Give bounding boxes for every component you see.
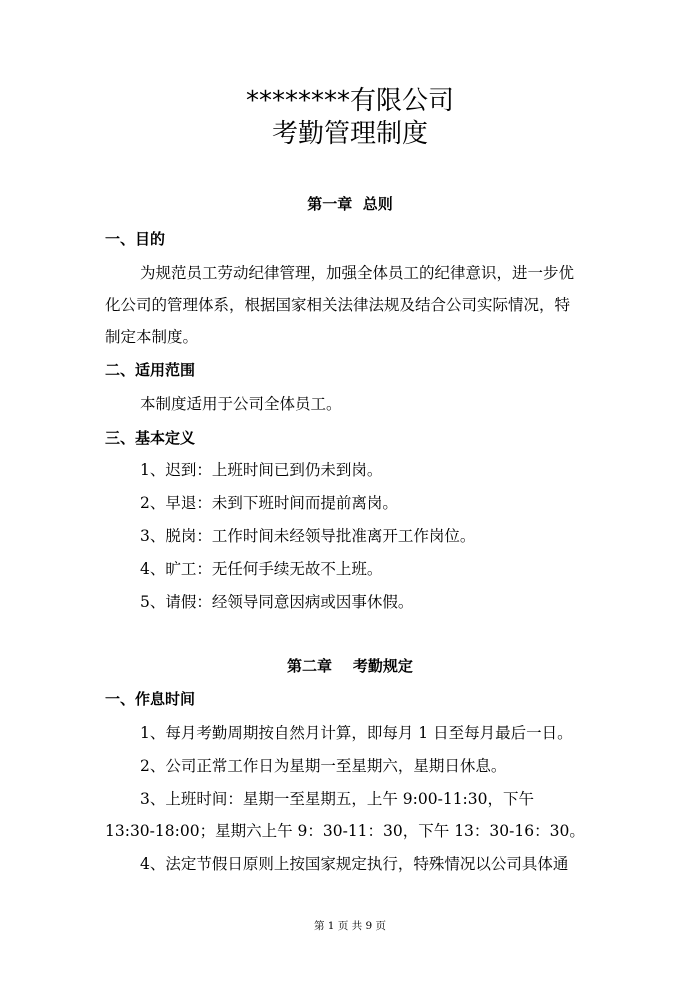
section-scope-heading: 二、适用范围: [105, 361, 196, 379]
chapter-1-heading: 第一章 总则: [307, 195, 393, 213]
definition-item: 1、迟到：上班时间已到仍未到岗。: [140, 461, 383, 479]
schedule-item-2: 2、公司正常工作日为星期一至星期六，星期日休息。: [140, 757, 507, 775]
schedule-item-1: 1、每月考勤周期按自然月计算，即每月 1 日至每月最后一日。: [140, 724, 573, 742]
company-name: ********有限公司: [245, 86, 454, 116]
section-schedule-heading: 一、作息时间: [105, 690, 196, 708]
document-title: 考勤管理制度: [271, 119, 428, 149]
section-purpose-heading: 一、目的: [105, 230, 166, 248]
definition-item: 3、脱岗：工作时间未经领导批准离开工作岗位。: [140, 527, 476, 545]
purpose-line-3: 制定本制度。: [105, 328, 199, 346]
schedule-item-3-line-1: 3、上班时间：星期一至星期五，上午 9:00-11:30，下午: [140, 790, 535, 808]
chapter-2-heading: 第二章 考勤规定: [287, 657, 413, 675]
scope-line-1: 本制度适用于公司全体员工。: [140, 395, 342, 413]
purpose-line-1: 为规范员工劳动纪律管理，加强全体员工的纪律意识，进一步优: [140, 264, 575, 282]
purpose-line-2: 化公司的管理体系，根据国家相关法律法规及结合公司实际情况，特: [105, 296, 571, 314]
section-definitions-heading: 三、基本定义: [105, 429, 196, 447]
page-footer: 第 1 页 共 9 页: [313, 920, 387, 932]
definition-item: 2、早退：未到下班时间而提前离岗。: [140, 494, 398, 512]
schedule-item-4-line-1: 4、法定节假日原则上按国家规定执行，特殊情况以公司具体通: [140, 855, 569, 873]
definition-item: 5、请假：经领导同意因病或因事休假。: [140, 593, 414, 611]
definition-item: 4、旷工：无任何手续无故不上班。: [140, 560, 383, 578]
schedule-item-3-line-2: 13:30-18:00；星期六上午 9：30-11：30，下午 13：30-16：30。: [105, 822, 585, 840]
